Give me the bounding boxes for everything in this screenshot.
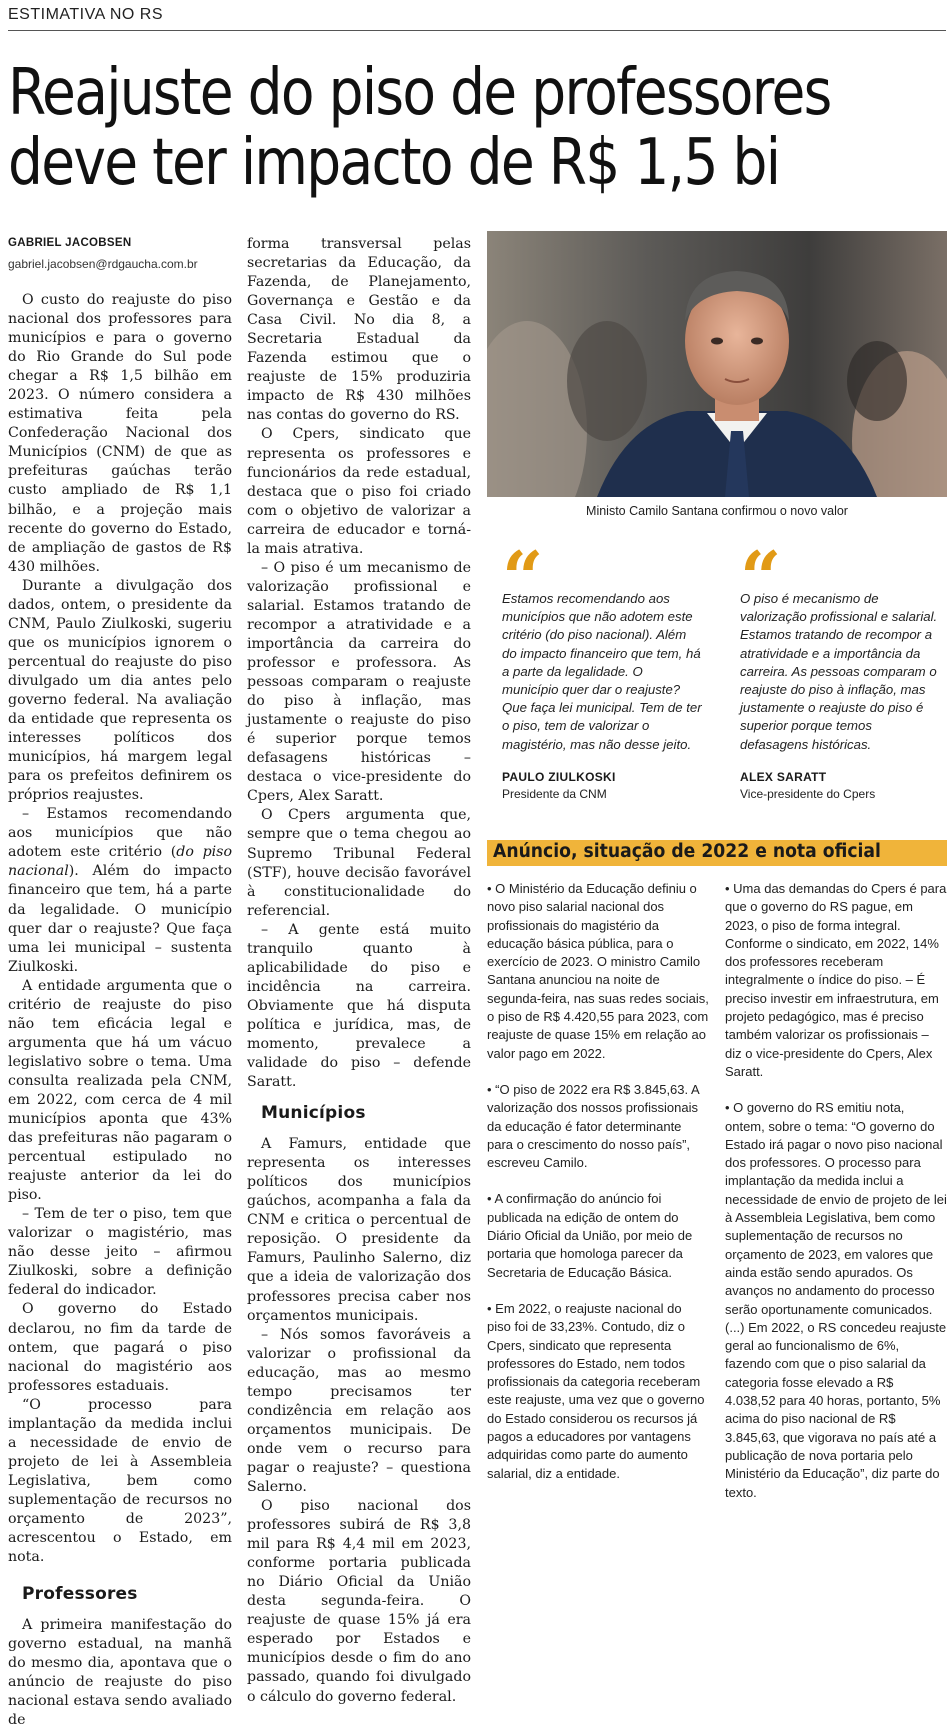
paragraph: O governo do Estado declarou, no fim da tarde de ontem, que pagará o piso nacional do magistério aos professores estaduais. <box>8 1301 232 1394</box>
sidebar-box-header <box>487 840 947 866</box>
kicker-divider <box>8 30 946 31</box>
subheading-professores: Professores <box>22 1584 138 1605</box>
paragraph: A primeira manifestação do governo estadual, na manhã do mesmo dia, apontava que o anúncio de reajuste do piso nacional estava sendo avaliado de <box>8 1617 232 1729</box>
subheading-municipios: Municípios <box>261 1103 366 1124</box>
bullet-item: • O Ministério da Educação definiu o novo piso salarial nacional dos profissionais do magistério da educação básica pública, para o exercício de 2023. O ministro Camilo Santana anunciou na noite de segunda-feira, nas suas redes sociais, o piso de R$ 4.420,55 para 2023, com reajuste de quase 15% em relação ao valor pago em 2022. <box>487 881 709 1061</box>
paragraph: O custo do reajuste do piso nacional dos professores para municípios e para o governo do Rio Grande do Sul pode chegar a R$ 1,5 bilhão em 2023. O número considera a estimativa feita pela Confederação Nacional dos Municípios (CNM) de que as prefeituras gaúchas terão custo ampliado de R$ 1,1 bilhão, e a projeção mais recente do governo do Estado, de ampliação de gastos de R$ 430 milhões. <box>8 292 232 575</box>
paragraph: – O piso é um mecanismo de valorização profissional e salarial. Estamos tratando de recompor a atratividade e a importância da carreira do professor e professora. As pessoas comparam o reajuste do piso à inflação, mas justamente o reajuste do piso é superior porque temos defasagens históricas – destaca o vice-presidente do Cpers, Alex Saratt. <box>247 559 471 805</box>
bullet-item: • “O piso de 2022 era R$ 3.845,63. A valorização dos nossos profissionais da educação é fator determinante para o crescimento do nosso país”, escreveu Camilo. <box>487 1081 699 1171</box>
sidebar-box-column-1 <box>487 880 709 1501</box>
paragraph: forma transversal pelas secretarias da Educação, da Fazenda, de Planejamento, Governança e Gestão e da Casa Civil. No dia 8, a Secretaria Estadual da Fazenda estimou que o reajuste de 15% produziria impacto de R$ 430 milhões nas contas do governo do RS. <box>247 236 471 424</box>
byline-author: GABRIEL JACOBSEN <box>8 237 132 249</box>
section-kicker: ESTIMATIVA NO RS <box>8 6 163 23</box>
sidebar-box-column-2 <box>725 880 947 1520</box>
photo-illustration <box>487 231 947 497</box>
sidebar-box-title: Anúncio, situação de 2022 e nota oficial <box>493 841 881 862</box>
quote-mark-icon: “ <box>502 535 536 620</box>
paragraph-text: ). Além do impacto financeiro que tem, há a parte da legalidade. O município quer dar o reajuste? Que faça uma lei municipal – sustenta Ziulkoski. <box>8 863 232 975</box>
quote-author-role: Vice-presidente do Cpers <box>740 786 876 801</box>
paragraph-emphasis: do piso nacional <box>8 844 233 880</box>
paragraph: – Tem de ter o piso, tem que valorizar o magistério, mas não desse jeito – afirmou Ziulkoski, sobre a definição federal do indicador. <box>8 1206 232 1299</box>
quote-author-name: ALEX SARATT <box>740 769 827 784</box>
quote-text: Estamos recomendando aos municípios que não adotem este critério (do piso nacional). Além do impacto financeiro que tem, há a parte da legalidade. O município quer dar o reajuste? Que faça lei municipal. Tem de ter o piso, tem de valorizar o magistério, mas não desse jeito. <box>502 591 702 752</box>
paragraph: O Cpers argumenta que, sempre que o tema chegou ao Supremo Tribunal Federal (STF), houve decisão favorável à constitucionalidade do referencial. <box>247 807 471 919</box>
paragraph-text: – Estamos recomendando aos municípios que não adotem este critério ( <box>8 806 232 861</box>
paragraph: A entidade argumenta que o critério de reajuste do piso não tem eficácia legal e argumenta que há um vácuo legislativo sobre o tema. Uma consulta realizada pela CNM, em 2022, com cerca de 4 mil municípios aponta que 43% das prefeituras não pagaram o percentual estipulado no reajuste anterior da lei do piso. <box>8 977 232 1204</box>
headline-line-1: Reajuste do piso de professores <box>8 56 831 130</box>
paragraph: O Cpers, sindicato que representa os professores e funcionários da rede estadual, destaca que o piso foi criado com o objetivo de valorizar a carreira de educador e torná-la mais atrativa. <box>247 426 471 557</box>
bullet-item: • Uma das demandas do Cpers é para que o governo do RS pague, em 2023, o piso de forma integral. Conforme o sindicato, em 2022, 14% dos professores receberam integralmente o índice do piso. – É preciso investir em infraestrutura, em projeto pedagógico, mas é preciso também valorizar os profissionais – diz o vice-presidente do Cpers, Alex Saratt. <box>725 881 947 1079</box>
paragraph: A Famurs, entidade que representa os interesses políticos dos municípios gaúchos, acompanha a fala da CNM e critica o percentual de reposição. O presidente da Famurs, Paulinho Salerno, diz que a ideia de valorização dos professores precisa caber nos orçamentos municipais. <box>247 1136 471 1324</box>
bullet-item: • O governo do RS emitiu nota, ontem, sobre o tema: “O governo do Estado irá pagar o novo piso nacional dos professores. O processo para implantação da medida inclui a necessidade de envio de projeto de lei à Assembleia Legislativa, bem como suplementação de recursos no orçamento de 2023, em valores que ainda estão sendo apurados. Os avanços no andamento do processo serão oportunamente comunicados. (...) Em 2022, o RS concedeu reajuste geral ao funcionalismo de 6%, fazendo com que o piso salarial da categoria fosse elevado a R$ 4.038,52 para 40 horas, portanto, 5% acima do piso nacional de R$ 3.845,63, que vigorava no país até a publicação de nova portaria pelo Ministério da Educação”, diz parte do texto. <box>725 1100 947 1500</box>
paragraph: – A gente está muito tranquilo quanto à aplicabilidade do piso e incidência na carreira. Obviamente que há disputa política e jurídica, mas, de momento, prevalece a validade do piso – defende Saratt. <box>247 921 471 1091</box>
pull-quote-saratt <box>740 535 940 801</box>
photo-caption: Ministo Camilo Santana confirmou o novo valor <box>586 504 848 518</box>
quote-author-role: Presidente da CNM <box>502 786 607 801</box>
quote-text: O piso é mecanismo de valorização profissional e salarial. Estamos tratando de recompor a atratividade e a importância da carreira. As pessoas comparam o reajuste do piso à inflação, mas justamente o reajuste do piso é superior porque temos defasagens históricas. <box>740 591 938 752</box>
quote-mark-icon: “ <box>740 535 774 620</box>
bullet-item: • Em 2022, o reajuste nacional do piso foi de 33,23%. Contudo, diz o Cpers, sindicato que representa professores do Estado, nem todos profissionais da categoria receberam este reajuste, uma vez que o governo do Estado considerou os recursos já pagos a educadores por vantagens adquiridas como parte do aumento salarial, diz a entidade. <box>487 1300 705 1481</box>
paragraph: “O processo para implantação da medida inclui a necessidade de envio de projeto de lei à Assembleia Legislativa, bem como suplementação de recursos no orçamento de 2023”, acrescentou o Estado, em nota. <box>8 1396 232 1566</box>
pull-quote-ziulkoski <box>502 535 702 801</box>
article-column-2 <box>247 235 471 1707</box>
bullet-item: • A confirmação do anúncio foi publicada na edição de ontem do Diário Oficial da União, por meio de portaria que homologa parecer da Secretaria de Educação Básica. <box>487 1191 693 1280</box>
paragraph: – Nós somos favoráveis a valorizar o profissional da educação, mas ao mesmo tempo precisamos ter condizência em relação aos orçamentos municipais. De onde vem o recurso para pagar o reajuste? – questiona Salerno. <box>247 1326 471 1495</box>
byline-email[interactable]: gabriel.jacobsen@rdgaucha.com.br <box>8 257 198 271</box>
paragraph: O piso nacional dos professores subirá de R$ 3,8 mil para R$ 4,4 mil em 2023, conforme portaria publicada no Diário Oficial da União desta segunda-feira. O reajuste de quase 15% já era esperado por Estados e municípios desde o fim do ano passado, quando foi divulgado o cálculo do governo federal. <box>247 1498 471 1705</box>
headline-line-2: deve ter impacto de R$ 1,5 bi <box>8 126 780 200</box>
news-photo <box>487 231 947 497</box>
paragraph <box>8 805 232 976</box>
headline <box>8 56 831 200</box>
paragraph: Durante a divulgação dos dados, ontem, o presidente da CNM, Paulo Ziulkoski, sugeriu que os municípios ignorem o percentual do reajuste do piso divulgado um dia antes pelo governo federal. Na avaliação da entidade que representa os interesses políticos dos municípios, há margem legal para os prefeitos definirem os próprios reajustes. <box>8 577 232 804</box>
article-column-1 <box>8 291 232 1730</box>
quote-author-name: PAULO ZIULKOSKI <box>502 769 616 784</box>
